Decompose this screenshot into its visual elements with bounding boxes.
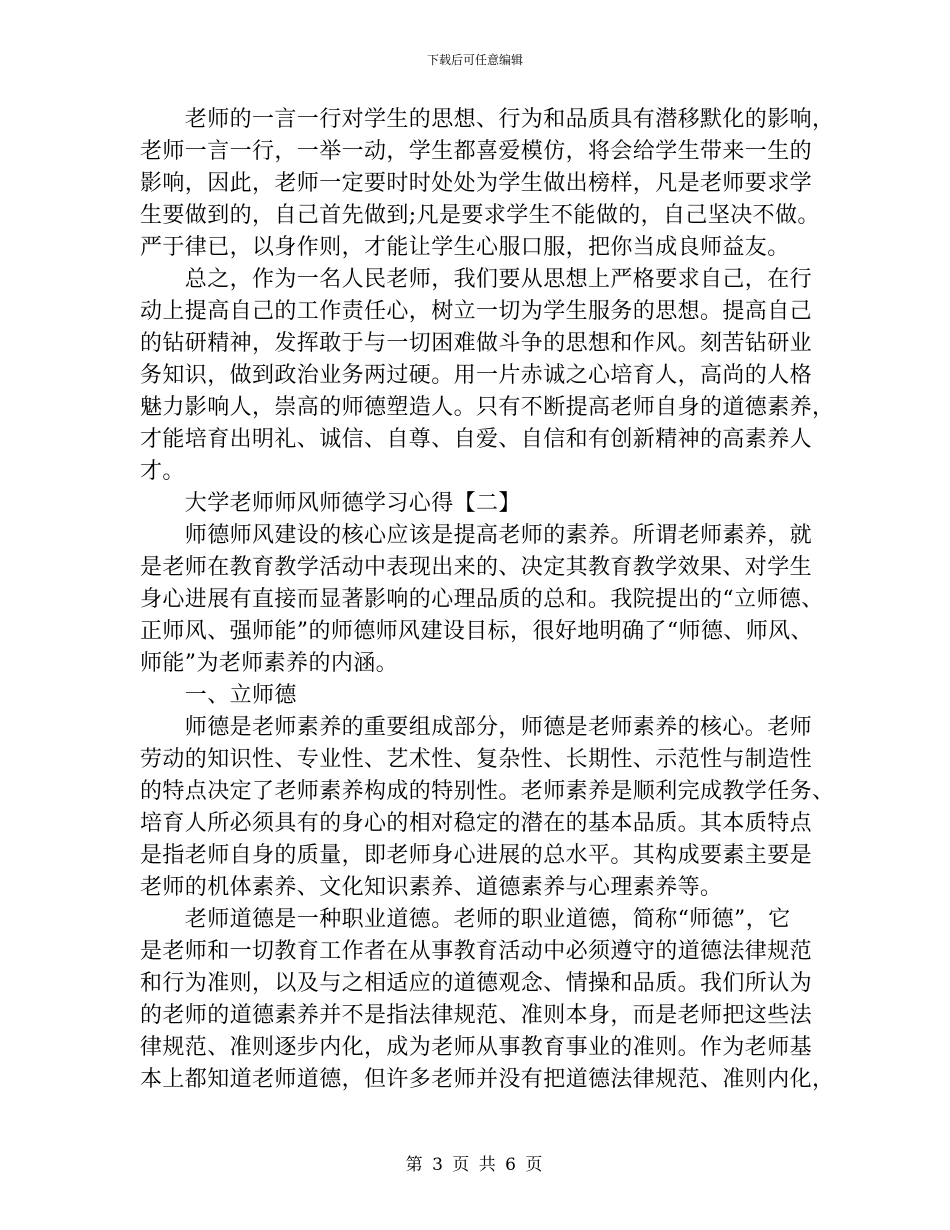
- text-line: 的老师的道德素养并不是指法律规范、准则本身，而是老师把这些法: [140, 1003, 813, 1028]
- text-line: 老师道德是一种职业道德。老师的职业道德，简称“师德”，它: [140, 907, 791, 932]
- text-line: 生要做到的，自己首先做到;凡是要求学生不能做的，自己坚决不做。: [140, 203, 820, 228]
- text-line: 总之，作为一名人民老师，我们要从思想上严格要求自己，在行: [140, 267, 813, 292]
- text-line: 正师风、强师能”的师德师风建设目标，很好地明确了“师德、师风、: [140, 619, 813, 644]
- text-line: 身心进展有直接而显著影响的心理品质的总和。我院提出的“立师德、: [140, 587, 824, 612]
- text-line: 严于律已，以身作则，才能让学生心服口服，把你当成良师益友。: [140, 235, 790, 260]
- text-line: 律规范、准则逐步内化，成为老师从事教育事业的准则。作为老师基: [140, 1035, 813, 1060]
- text-line: 老师的一言一行对学生的思想、行为和品质具有潜移默化的影响，: [140, 107, 835, 132]
- text-line: 老师一言一行，一举一动，学生都喜爱模仿，将会给学生带来一生的: [140, 139, 813, 164]
- text-line: 才能培育出明礼、诚信、自尊、自爱、自信和有创新精神的高素养人: [140, 427, 813, 452]
- text-line: 务知识，做到政治业务两过硬。用一片赤诚之心培育人，高尚的人格: [140, 363, 813, 388]
- text-line: 师德是老师素养的重要组成部分，师德是老师素养的核心。老师: [140, 715, 813, 740]
- page-header: 下载后可任意编辑: [426, 53, 523, 67]
- document-body: [140, 104, 835, 1096]
- text-line: 是老师在教育教学活动中表现出来的、决定其教育教学效果、对学生: [140, 555, 813, 580]
- text-line: 魅力影响人，崇高的师德塑造人。只有不断提高老师自身的道德素养，: [140, 395, 835, 420]
- text-line: 是老师和一切教育工作者在从事教育活动中必须遵守的道德法律规范: [140, 939, 813, 964]
- page-number: 第 3 页 共 6 页: [405, 1155, 545, 1175]
- text-line: 劳动的知识性、专业性、艺术性、复杂性、长期性、示范性与制造性: [140, 747, 813, 772]
- text-line: 影响，因此，老师一定要时时处处为学生做出榜样，凡是老师要求学: [140, 171, 813, 196]
- text-line: 培育人所必须具有的身心的相对稳定的潜在的基本品质。其本质特点: [140, 811, 813, 836]
- section-heading: 大学老师师风师德学习心得【二】: [140, 491, 521, 516]
- text-line: 才。: [140, 459, 185, 484]
- text-line: 师德师风建设的核心应该是提高老师的素养。所谓老师素养，就: [140, 523, 813, 548]
- text-line: 是指老师自身的质量，即老师身心进展的总水平。其构成要素主要是: [140, 843, 813, 868]
- text-line: 的钻研精神，发挥敢于与一切困难做斗争的思想和作风。刻苦钻研业: [140, 331, 813, 356]
- text-line: 动上提高自己的工作责任心，树立一切为学生服务的思想。提高自己: [140, 299, 813, 324]
- text-line: 本上都知道老师道德，但许多老师并没有把道德法律规范、准则内化，: [140, 1067, 835, 1092]
- text-line: 和行为准则，以及与之相适应的道德观念、情操和品质。我们所认为: [140, 971, 813, 996]
- subsection-heading: 一、立师德: [140, 683, 297, 708]
- text-line: 的特点决定了老师素养构成的特别性。老师素养是顺利完成教学任务、: [140, 779, 835, 804]
- text-line: 师能”为老师素养的内涵。: [140, 651, 399, 676]
- text-line: 老师的机体素养、文化知识素养、道德素养与心理素养等。: [140, 875, 723, 900]
